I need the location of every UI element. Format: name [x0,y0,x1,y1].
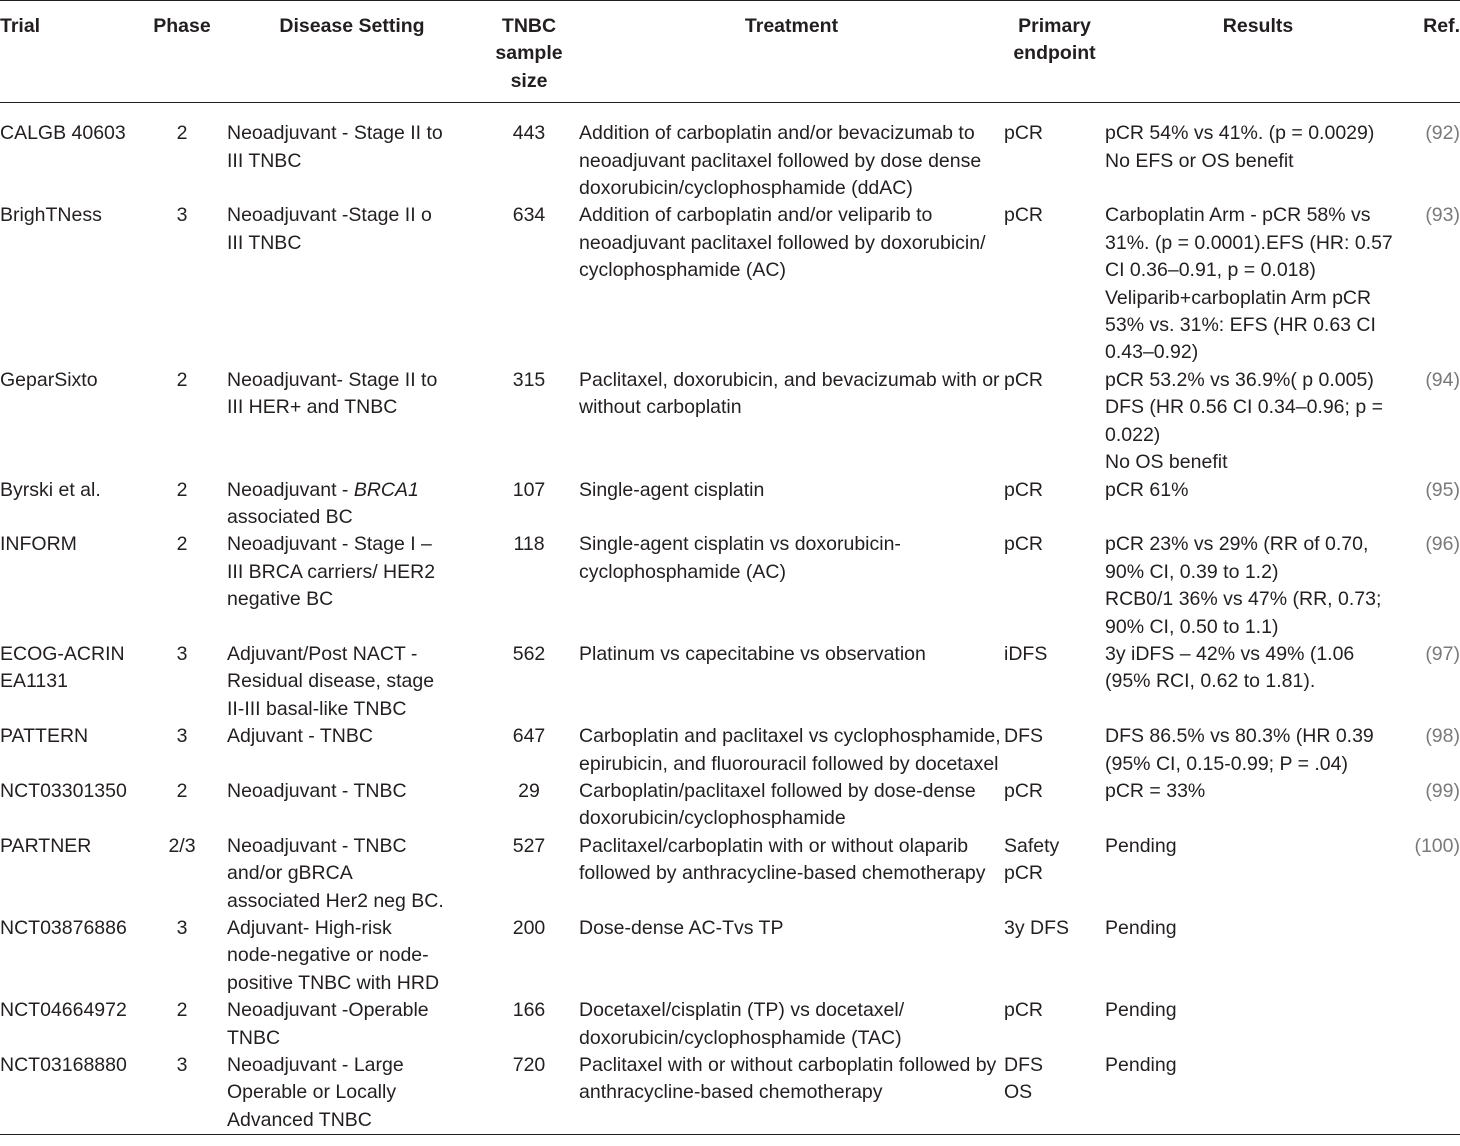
treatment-line: followed by anthracycline-based chemotherapy [579,862,986,885]
header-sample-line: TNBC [501,15,557,37]
setting-line: associated Her2 neg BC. [227,889,444,912]
cell-primary-endpoint [1004,1052,1105,1135]
cell-sample-size: 166 [512,999,546,1022]
results-line: pCR 54% vs 41%. (p = 0.0029) [1105,122,1375,145]
setting-text: Neoadjuvant - [227,478,354,501]
treatment-line: anthracycline-based chemotherapy [579,1081,883,1104]
results-line: RCB0/1 36% vs 47% (RR, 0.73; [1105,588,1382,611]
trial-name: Byrski et al. [0,478,101,501]
cell-results [1105,1052,1411,1135]
cell-results [1105,641,1411,723]
results-line: Pending [1105,834,1177,857]
results-line: No OS benefit [1105,451,1228,474]
header-phase: Phase [153,15,211,37]
cell-disease-setting [225,915,479,997]
table-row [0,997,1460,1052]
header-disease-setting: Disease Setting [279,15,425,37]
cell-ref: (96) [1425,533,1460,556]
cell-disease-setting [225,103,479,203]
treatment-line: neoadjuvant paclitaxel followed by dose dense [579,149,982,172]
cell-phase: 2 [176,779,188,802]
endpoint-line: OS [1004,1081,1033,1104]
table-row [0,477,1460,532]
results-line: Veliparib+carboplatin Arm pCR [1105,286,1372,309]
cell-ref: (100) [1414,834,1460,857]
endpoint-line: pCR [1004,779,1044,802]
header-sample-line: size [510,69,548,92]
table-row [0,367,1460,477]
endpoint-line: 3y DFS [1004,917,1070,939]
cell-sample-size: 107 [512,478,546,501]
cell-sample-size: 443 [512,122,546,145]
results-line: 53% vs. 31%: EFS (HR 0.63 CI [1105,314,1376,337]
cell-disease-setting [225,202,479,366]
results-line: Carboplatin Arm - pCR 58% vs [1105,204,1371,227]
cell-phase: 3 [176,1054,188,1077]
cell-results [1105,477,1411,532]
cell-sample-size: 634 [512,204,546,227]
cell-results [1105,367,1411,477]
cell-treatment [579,723,1004,778]
results-line: DFS (HR 0.56 CI 0.34–0.96; p = [1105,396,1384,419]
cell-treatment [579,778,1004,833]
cell-disease-setting [225,1052,479,1135]
treatment-line: doxorubicin/cyclophosphamide (TAC) [579,1026,902,1049]
treatment-line: Carboplatin and paclitaxel vs cyclophosphamide, [579,725,1001,748]
cell-phase: 2/3 [168,834,196,857]
table-row [0,531,1460,641]
cell-sample-size: 118 [513,533,545,556]
cell-primary-endpoint [1004,531,1105,641]
cell-disease-setting [225,997,479,1052]
results-line: 3y iDFS – 42% vs 49% (1.06 [1105,642,1355,665]
cell-ref: (94) [1425,368,1460,391]
setting-line: Neoadjuvant - TNBC [227,779,407,802]
cell-results [1105,833,1411,915]
setting-line: III HER+ and TNBC [227,396,398,419]
results-line: pCR 23% vs 29% (RR of 0.70, [1105,533,1369,556]
cell-ref: (93) [1425,204,1460,227]
setting-line: Adjuvant/Post NACT - [227,642,418,665]
endpoint-line: Safety [1004,834,1060,857]
cell-trial [0,997,139,1052]
cell-primary-endpoint [1004,833,1105,915]
results-line: 0.43–0.92) [1105,341,1199,364]
cell-trial [0,367,139,477]
setting-line: Adjuvant- High-risk [227,917,392,939]
setting-line: Neoadjuvant -Stage II o [227,204,432,227]
setting-line: Neoadjuvant - Stage II to [227,122,443,145]
results-line: pCR = 33% [1105,779,1206,802]
header-endpoint-line: Primary [1018,15,1091,37]
cell-trial [0,1052,139,1135]
treatment-line: without carboplatin [579,396,742,419]
trial-name: NCT04664972 [0,999,127,1022]
cell-treatment [579,915,1004,997]
results-line: 90% CI, 0.50 to 1.1) [1105,615,1279,638]
cell-primary-endpoint [1004,778,1105,833]
table-row [0,915,1460,997]
cell-sample-size: 527 [512,834,546,857]
cell-phase: 2 [176,999,188,1022]
cell-trial [0,723,139,778]
cell-primary-endpoint [1004,202,1105,366]
trial-name: PATTERN [0,725,89,748]
setting-line: Adjuvant - TNBC [227,725,373,748]
table-row [0,833,1460,915]
setting-line: Neoadjuvant - Stage I – [227,533,432,556]
treatment-line: doxorubicin/cyclophosphamide [579,807,846,830]
cell-disease-setting [225,531,479,641]
endpoint-line: pCR [1004,533,1044,556]
setting-line: Neoadjuvant - Large [227,1054,404,1077]
cell-primary-endpoint [1004,915,1105,997]
header-treatment: Treatment [744,15,839,37]
trial-name: NCT03168880 [0,1054,127,1077]
table-row [0,1052,1460,1135]
setting-line: Neoadjuvant- Stage II to [227,368,438,391]
header-sample-line: sample [495,42,563,65]
setting-line: positive TNBC with HRD [227,971,440,994]
cell-results [1105,103,1411,203]
cell-disease-setting [225,367,479,477]
header-endpoint-line: endpoint [1013,42,1096,65]
cell-treatment [579,997,1004,1052]
setting-line: negative BC [227,588,334,611]
cell-phase: 2 [176,368,188,391]
treatment-line: cyclophosphamide (AC) [579,259,787,282]
setting-line: Neoadjuvant -Operable [227,999,429,1022]
treatment-line: Single-agent cisplatin vs doxorubicin- [579,533,901,556]
table-row [0,641,1460,723]
results-line: Pending [1105,917,1177,939]
results-line: Pending [1105,999,1177,1022]
cell-ref [1411,997,1460,1052]
cell-phase: 3 [176,917,188,939]
cell-ref [1411,915,1460,997]
results-line: pCR 53.2% vs 36.9%( p 0.005) [1105,368,1374,391]
cell-ref: (95) [1425,478,1460,501]
cell-results [1105,723,1411,778]
endpoint-line: DFS [1004,1054,1043,1077]
treatment-line: cyclophosphamide (AC) [579,560,787,583]
cell-disease-setting [225,833,479,915]
treatment-line: epirubicin, and fluorouracil followed by docetaxel [579,752,999,775]
setting-line: III TNBC [227,231,302,254]
cell-phase: 3 [176,642,188,665]
cell-trial [0,641,139,723]
cell-trial [0,531,139,641]
cell-primary-endpoint [1004,103,1105,203]
setting-line: III BRCA carriers/ HER2 [227,560,436,583]
results-line: 31%. (p = 0.0001).EFS (HR: 0.57 [1105,231,1393,254]
cell-primary-endpoint [1004,997,1105,1052]
cell-treatment [579,477,1004,532]
results-line: DFS 86.5% vs 80.3% (HR 0.39 [1105,725,1374,748]
table-row [0,103,1460,203]
setting-line: Neoadjuvant - TNBC [227,834,407,857]
treatment-line: Paclitaxel, doxorubicin, and bevacizumab with or [579,368,1000,391]
cell-disease-setting [225,778,479,833]
header-primary-endpoint [1004,1,1105,103]
cell-primary-endpoint [1004,367,1105,477]
cell-results [1105,915,1411,997]
cell-ref: (98) [1425,725,1460,748]
cell-disease-setting [225,641,479,723]
treatment-line: Addition of carboplatin and/or veliparib to [579,204,933,227]
treatment-line: Paclitaxel with or without carboplatin followed by [579,1054,997,1077]
treatment-line: Single-agent cisplatin [579,478,765,501]
cell-phase: 2 [176,533,188,556]
cell-trial [0,202,139,366]
cell-phase: 2 [176,478,188,501]
setting-line: III TNBC [227,149,302,172]
cell-sample-size: 29 [518,779,540,802]
cell-sample-size: 315 [512,368,546,391]
results-line: Pending [1105,1054,1177,1077]
results-line: pCR 61% [1105,478,1189,501]
trial-name: CALGB 40603 [0,122,126,145]
cell-sample-size: 562 [512,642,546,665]
cell-primary-endpoint [1004,723,1105,778]
endpoint-line: pCR [1004,478,1044,501]
treatment-line: Dose-dense AC-Tvs TP [579,917,784,939]
cell-ref: (99) [1425,779,1460,802]
setting-line: II-III basal-like TNBC [227,697,407,720]
cell-phase: 2 [176,122,188,145]
table-row [0,723,1460,778]
cell-treatment [579,833,1004,915]
cell-ref: (92) [1425,122,1460,145]
trial-name: BrighTNess [0,204,102,227]
header-sample-size [479,1,579,103]
trial-name: ECOG-ACRIN [0,642,125,665]
cell-trial [0,103,139,203]
setting-line: and/or gBRCA [227,862,353,885]
trial-name: NCT03301350 [0,779,127,802]
results-line: 90% CI, 0.39 to 1.2) [1105,560,1279,583]
results-line: CI 0.36–0.91, p = 0.018) [1105,259,1316,282]
cell-primary-endpoint [1004,641,1105,723]
table-row [0,778,1460,833]
setting-line: node-negative or node- [227,944,429,967]
trial-name: EA1131 [0,670,68,693]
endpoint-line: DFS [1004,725,1043,748]
trial-name: NCT03876886 [0,917,127,939]
table-header [0,1,1460,103]
cell-ref: (97) [1425,642,1460,665]
cell-treatment [579,202,1004,366]
cell-treatment [579,103,1004,203]
header-results: Results [1222,15,1294,37]
results-line: (95% CI, 0.15-0.99; P = .04) [1105,752,1348,775]
cell-trial [0,833,139,915]
setting-line: associated BC [227,505,353,528]
endpoint-line: pCR [1004,368,1044,391]
endpoint-line: pCR [1004,999,1044,1022]
cell-results [1105,202,1411,366]
treatment-line: Addition of carboplatin and/or bevacizumab to [579,122,975,145]
cell-results [1105,778,1411,833]
results-line: No EFS or OS benefit [1105,149,1294,172]
header-trial: Trial [0,15,41,37]
results-line: 0.022) [1105,423,1161,446]
endpoint-line: pCR [1004,862,1044,885]
treatment-line: Docetaxel/cisplatin (TP) vs docetaxel/ [579,999,905,1022]
cell-phase: 3 [176,725,188,748]
endpoint-line: pCR [1004,122,1044,145]
setting-line: Advanced TNBC [227,1108,372,1131]
setting-line: Residual disease, stage [227,670,435,693]
cell-results [1105,531,1411,641]
cell-treatment [579,367,1004,477]
cell-treatment [579,641,1004,723]
trial-name: PARTNER [0,834,92,857]
treatment-line: Paclitaxel/carboplatin with or without olaparib [579,834,969,857]
header-ref: Ref. [1423,15,1460,37]
endpoint-line: pCR [1004,204,1044,227]
table-row [0,202,1460,366]
cell-treatment [579,531,1004,641]
setting-line: Operable or Locally [227,1081,397,1104]
cell-sample-size: 200 [512,917,546,939]
setting-line [227,477,479,504]
cell-phase: 3 [176,204,188,227]
cell-sample-size: 647 [512,725,546,748]
treatment-line: neoadjuvant paclitaxel followed by doxorubicin/ [579,231,986,254]
cell-sample-size: 720 [512,1054,546,1077]
treatment-line: Carboplatin/paclitaxel followed by dose-dense [579,779,976,802]
cell-primary-endpoint [1004,477,1105,532]
cell-trial [0,915,139,997]
endpoint-line: iDFS [1004,642,1048,665]
results-line: (95% RCI, 0.62 to 1.81). [1105,670,1316,693]
cell-ref [1411,1052,1460,1135]
trial-name: INFORM [0,533,77,556]
trial-name: GeparSixto [0,368,98,391]
cell-disease-setting [225,477,479,532]
cell-trial [0,778,139,833]
cell-trial [0,477,139,532]
cell-disease-setting [225,723,479,778]
setting-line: TNBC [227,1026,281,1049]
table-body [0,103,1460,1135]
cell-results [1105,997,1411,1052]
cell-treatment [579,1052,1004,1135]
gene-name: BRCA1 [353,478,419,501]
treatment-line: doxorubicin/cyclophosphamide (ddAC) [579,177,913,200]
treatment-line: Platinum vs capecitabine vs observation [579,642,926,665]
